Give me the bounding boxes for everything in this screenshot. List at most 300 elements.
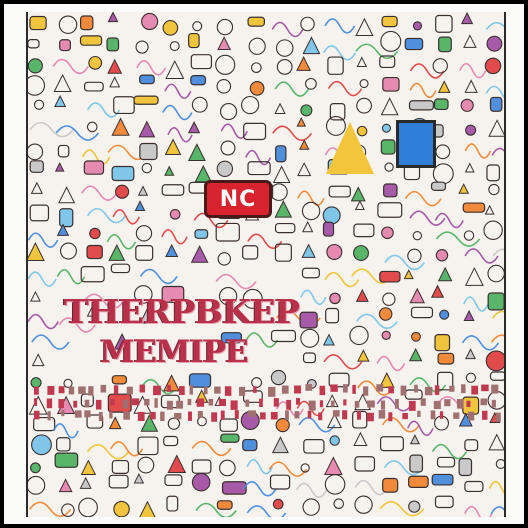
doodle-shape	[303, 37, 319, 53]
doodle-shape	[114, 97, 134, 114]
doodle-shape	[168, 418, 179, 429]
doodle-shape	[489, 120, 504, 136]
doodle-shape	[410, 83, 436, 97]
doodle-shape	[164, 375, 179, 390]
scribble-dash	[414, 385, 418, 393]
doodle-shape	[54, 75, 70, 91]
nc-badge	[204, 180, 272, 218]
doodle-shape	[81, 267, 104, 282]
doodle-shape	[189, 144, 205, 160]
scribble-dash	[274, 398, 279, 407]
doodle-shape	[496, 460, 504, 469]
scribble-dash	[140, 385, 145, 393]
scribble-dash	[434, 401, 441, 409]
doodle-shape	[439, 268, 452, 281]
doodle-shape	[216, 55, 235, 74]
doodle-shape	[466, 373, 475, 382]
scribble-dash	[444, 399, 450, 406]
doodle-shape	[459, 459, 471, 476]
scribble-dash	[480, 398, 487, 405]
doodle-shape	[304, 353, 316, 363]
doodle-shape	[162, 185, 183, 195]
doodle-shape	[492, 148, 504, 162]
doodle-shape	[142, 13, 158, 29]
scribble-dash	[305, 384, 312, 391]
scribble-dash	[268, 387, 275, 397]
scribble-dash	[295, 411, 300, 418]
doodle-shape	[136, 226, 151, 241]
doodle-shape	[216, 275, 256, 289]
doodle-shape	[252, 378, 262, 388]
doodle-shape	[413, 232, 421, 240]
doodle-shape	[32, 183, 43, 194]
doodle-shape	[327, 245, 342, 260]
doodle-shape	[165, 167, 174, 176]
doodle-shape	[385, 163, 393, 171]
doodle-shape	[435, 335, 449, 351]
doodle-shape	[355, 457, 374, 471]
doodle-shape	[140, 144, 157, 160]
doodle-shape	[88, 445, 129, 459]
scribble-dash	[402, 413, 408, 419]
scribble-dash	[253, 386, 256, 393]
doodle-shape	[303, 222, 313, 232]
scribble-dash	[286, 400, 291, 410]
doodle-shape	[136, 246, 153, 261]
doodle-shape	[35, 100, 44, 109]
doodle-shape	[109, 245, 124, 260]
doodle-shape	[221, 141, 235, 155]
doodle-shape	[90, 228, 100, 238]
doodle-shape	[250, 82, 264, 96]
doodle-shape	[79, 498, 98, 517]
right-border-line	[504, 12, 506, 517]
doodle-shape	[248, 17, 264, 26]
doodle-shape	[412, 307, 433, 317]
doodle-shape	[465, 81, 477, 93]
scribble-dash	[59, 386, 65, 393]
doodle-shape	[30, 161, 43, 173]
doodle-shape	[273, 126, 312, 140]
doodle-shape	[438, 353, 454, 364]
scribble-dash	[138, 412, 145, 421]
doodle-shape	[383, 78, 399, 91]
scribble-dash	[482, 411, 487, 420]
doodle-shape	[409, 501, 420, 512]
scribble-dash	[190, 385, 193, 395]
doodle-shape	[357, 290, 368, 301]
scribble-dash	[167, 401, 173, 410]
doodle-shape	[81, 36, 102, 45]
doodle-shape	[436, 250, 447, 261]
doodle-shape	[355, 496, 372, 513]
doodle-shape	[488, 265, 504, 281]
doodle-shape	[30, 123, 73, 137]
doodle-shape	[381, 140, 395, 154]
doodle-shape	[189, 122, 200, 133]
scribble-dash	[123, 411, 130, 419]
scribble-dash	[421, 398, 426, 406]
doodle-shape	[112, 119, 129, 136]
doodle-shape	[80, 478, 91, 489]
doodle-shape	[170, 42, 179, 51]
doodle-shape	[55, 453, 78, 467]
doodle-shape	[107, 235, 135, 249]
doodle-shape	[217, 501, 232, 509]
doodle-shape	[59, 187, 74, 202]
scribble-dash	[214, 387, 221, 394]
doodle-shape	[55, 96, 65, 106]
doodle-shape	[189, 34, 199, 48]
doodle-shape	[329, 186, 350, 197]
doodle-shape	[271, 475, 290, 489]
doodle-shape	[436, 16, 452, 33]
scribble-dash	[34, 411, 39, 420]
scribble-dash	[58, 399, 64, 408]
doodle-shape	[27, 144, 43, 160]
doodle-shape	[57, 270, 84, 284]
doodle-shape	[108, 60, 121, 73]
doodle-shape	[139, 187, 148, 196]
scribble-dash	[209, 399, 214, 406]
doodle-shape	[487, 165, 499, 181]
doodle-shape	[58, 145, 68, 156]
doodle-shape	[273, 499, 283, 509]
badge-text: NC	[219, 186, 257, 212]
doodle-shape	[484, 221, 502, 239]
doodle-shape	[328, 57, 343, 74]
doodle-shape	[324, 355, 362, 369]
scribble-dash	[88, 386, 93, 395]
doodle-shape	[491, 507, 504, 517]
doodle-shape	[303, 499, 319, 515]
doodle-shape	[490, 372, 504, 380]
doodle-shape	[489, 435, 504, 450]
doodle-shape	[432, 182, 446, 190]
doodle-shape	[410, 455, 423, 472]
scribble-dash	[34, 387, 39, 395]
doodle-shape	[435, 213, 463, 227]
doodle-shape	[439, 81, 450, 92]
scribble-dash	[330, 384, 337, 391]
doodle-shape	[323, 222, 333, 236]
scribble-dash	[440, 411, 443, 419]
doodle-shape	[383, 418, 420, 432]
doodle-shape	[216, 223, 239, 241]
scribble-dash	[48, 411, 51, 420]
scribble-dash	[110, 399, 114, 405]
doodle-shape	[62, 504, 74, 516]
doodle-shape	[138, 457, 154, 473]
doodle-shape	[465, 482, 483, 492]
scribble-dash	[47, 398, 52, 408]
doodle-shape	[433, 59, 447, 73]
doodle-shape	[61, 243, 77, 259]
scribble-dash	[381, 400, 385, 409]
doodle-shape	[272, 330, 296, 341]
doodle-shape	[64, 379, 72, 387]
doodle-shape	[53, 59, 88, 73]
doodle-shape	[432, 445, 466, 459]
doodle-shape	[30, 16, 46, 29]
doodle-shape	[165, 475, 182, 486]
scribble-dash	[431, 410, 436, 419]
doodle-shape	[275, 104, 285, 114]
doodle-shape	[466, 164, 474, 172]
doodle-shape	[323, 207, 340, 224]
scribble-dash	[73, 401, 77, 408]
doodle-shape	[433, 164, 453, 184]
scribble-dash	[367, 413, 374, 422]
doodle-shape	[298, 163, 311, 176]
doodle-shape	[432, 474, 453, 485]
scribble-dash	[466, 401, 470, 407]
scribble-dash	[127, 387, 133, 395]
doodle-shape	[350, 326, 368, 344]
doodle-shape	[464, 297, 488, 311]
doodle-shape	[380, 271, 400, 282]
doodle-shape	[460, 64, 486, 78]
doodle-shape	[192, 441, 231, 455]
doodle-shape	[410, 211, 445, 225]
doodle-shape	[217, 19, 232, 34]
doodle-shape	[192, 473, 209, 490]
scribble-dash	[47, 386, 54, 395]
scribble-dash	[245, 400, 249, 407]
doodle-shape	[298, 191, 324, 205]
scribble-dash	[320, 386, 326, 395]
doodle-shape	[28, 272, 56, 286]
doodle-shape	[436, 145, 450, 159]
doodle-shape	[465, 440, 478, 451]
scribble-dash	[211, 412, 217, 421]
scribble-dash	[294, 386, 301, 394]
doodle-shape	[165, 84, 191, 98]
scribble-dash	[231, 400, 238, 409]
scribble-dash	[197, 398, 205, 406]
scribble-dash	[204, 387, 208, 394]
doodle-shape	[354, 224, 374, 236]
doodle-shape	[112, 376, 126, 384]
doodle-shape	[218, 37, 230, 49]
doodle-shape	[326, 309, 339, 323]
doodle-shape	[246, 333, 277, 347]
doodle-shape	[301, 329, 319, 347]
scribble-dash	[154, 398, 157, 408]
doodle-shape	[31, 378, 41, 388]
scribble-dash	[461, 384, 466, 393]
doodle-shape	[113, 210, 139, 224]
scribble-dash	[144, 399, 149, 406]
left-border-line	[26, 12, 28, 517]
doodle-shape	[297, 118, 305, 126]
doodle-shape	[273, 437, 288, 452]
doodle-shape	[88, 122, 97, 131]
scribble-dash	[114, 385, 118, 394]
doodle-shape	[409, 476, 428, 487]
doodle-shape	[383, 479, 398, 493]
doodle-shape	[405, 192, 441, 206]
doodle-shape	[56, 163, 64, 171]
scribble-dash	[235, 410, 239, 419]
doodle-shape	[382, 227, 394, 239]
scribble-dash	[271, 412, 278, 419]
doodle-shape	[490, 97, 501, 111]
scribble-dash	[343, 399, 346, 405]
doodle-shape	[112, 167, 134, 181]
scribble-dash	[355, 401, 360, 408]
doodle-shape	[112, 461, 128, 474]
doodle-shape	[464, 231, 473, 240]
doodle-shape	[465, 507, 492, 517]
doodle-shape	[135, 201, 144, 210]
scribble-dash	[318, 413, 322, 421]
scribble-dash	[417, 411, 420, 417]
scribble-dash	[388, 412, 392, 421]
doodle-shape	[378, 203, 402, 218]
scribble-dash	[61, 410, 64, 416]
scribble-dash	[219, 399, 226, 406]
doodle-shape	[168, 455, 185, 472]
doodle-shape	[140, 75, 155, 84]
doodle-shape	[31, 292, 40, 301]
doodle-shape	[463, 336, 499, 350]
doodle-shape	[271, 370, 285, 384]
scribble-dash	[363, 386, 368, 395]
scribble-dash	[153, 386, 161, 395]
scribble-dash	[395, 399, 399, 409]
doodle-shape	[432, 286, 444, 298]
doodle-shape	[218, 253, 230, 265]
scribble-dash	[282, 386, 289, 394]
doodle-shape	[488, 293, 504, 310]
scribble-dash	[176, 401, 183, 409]
doodle-shape	[302, 268, 319, 277]
doodle-shape	[461, 99, 473, 111]
doodle-shape	[487, 36, 502, 51]
scribble-dash	[471, 386, 478, 395]
doodle-shape	[486, 351, 504, 371]
doodle-shape	[84, 161, 103, 174]
doodle-shape	[81, 16, 93, 30]
doodle-shape	[408, 421, 433, 435]
doodle-shape	[306, 79, 317, 90]
doodle-shape	[166, 245, 178, 257]
doodle-shape	[275, 82, 308, 96]
doodle-shape	[28, 40, 39, 48]
doodle-shape	[136, 41, 148, 53]
doodle-shape	[30, 205, 48, 221]
doodle-shape	[27, 476, 45, 494]
doodle-shape	[410, 349, 422, 361]
doodle-shape	[301, 17, 314, 30]
scribble-dash	[309, 401, 316, 411]
doodle-shape	[465, 144, 490, 158]
doodle-shape	[217, 80, 231, 94]
doodle-shape	[111, 264, 129, 272]
doodle-shape	[223, 482, 247, 494]
scribble-dash	[457, 399, 464, 409]
doodle-shape	[88, 209, 126, 223]
doodle-shape	[300, 312, 317, 328]
doodle-shape	[357, 58, 366, 67]
doodle-shape	[405, 390, 422, 399]
doodle-shape	[296, 483, 326, 497]
doodle-shape	[330, 436, 339, 445]
doodle-shape	[220, 460, 236, 476]
doodle-shape	[462, 13, 473, 24]
scribble-dash	[101, 385, 107, 393]
doodle-shape	[325, 475, 344, 494]
scribble-dash	[225, 386, 231, 396]
doodle-shape	[492, 335, 504, 349]
doodle-shape	[489, 184, 499, 194]
doodle-shape	[163, 21, 178, 36]
scribble-dash	[388, 386, 394, 393]
scribble-dash	[109, 412, 112, 419]
doodle-shape	[275, 201, 291, 217]
doodle-shape	[356, 19, 373, 36]
scribble-dash	[160, 412, 164, 421]
doodle-shape	[247, 460, 272, 474]
doodle-shape	[195, 230, 208, 239]
doodle-shape	[436, 496, 454, 507]
doodle-shape	[26, 76, 44, 96]
scribble-dash	[320, 400, 323, 407]
doodle-shape	[28, 59, 42, 73]
doodle-shape	[166, 61, 183, 78]
doodle-shape	[139, 502, 156, 517]
scribble-dash	[449, 386, 454, 392]
doodle-shape	[301, 290, 326, 304]
doodle-shape	[379, 308, 391, 320]
doodle-shape	[297, 57, 310, 70]
doodle-shape	[466, 349, 475, 358]
doodle-background	[26, 12, 504, 517]
doodle-shape	[409, 101, 433, 110]
doodle-shape	[325, 19, 354, 33]
doodle-shape	[382, 16, 397, 26]
scribble-dash	[248, 410, 256, 416]
doodle-shape	[87, 245, 102, 258]
scribble-dash	[343, 384, 348, 392]
doodle-shape	[60, 479, 72, 491]
doodle-shape	[60, 209, 73, 227]
doodle-shape	[276, 224, 295, 233]
scribble-dash	[167, 385, 171, 392]
doodle-shape	[490, 482, 504, 496]
doodle-shape	[302, 202, 319, 219]
scribble-dash	[198, 411, 203, 418]
doodle-shape	[57, 438, 70, 451]
doodle-shape	[486, 23, 504, 37]
doodle-shape	[352, 187, 365, 200]
poster-title-line-1: THERPBKEP	[63, 292, 299, 331]
scribble-dash	[285, 410, 289, 420]
doodle-shape	[459, 184, 468, 193]
scribble-dash	[453, 413, 459, 419]
doodle-shape	[134, 474, 143, 483]
doodle-shape	[110, 417, 121, 428]
scribble-dash	[85, 400, 90, 408]
doodle-shape	[377, 356, 404, 370]
doodle-shape	[27, 243, 44, 260]
doodle-shape	[381, 98, 397, 114]
doodle-shape	[382, 331, 390, 339]
doodle-shape	[162, 230, 187, 244]
doodle-shape	[107, 38, 119, 51]
scribble-dash	[331, 401, 335, 407]
